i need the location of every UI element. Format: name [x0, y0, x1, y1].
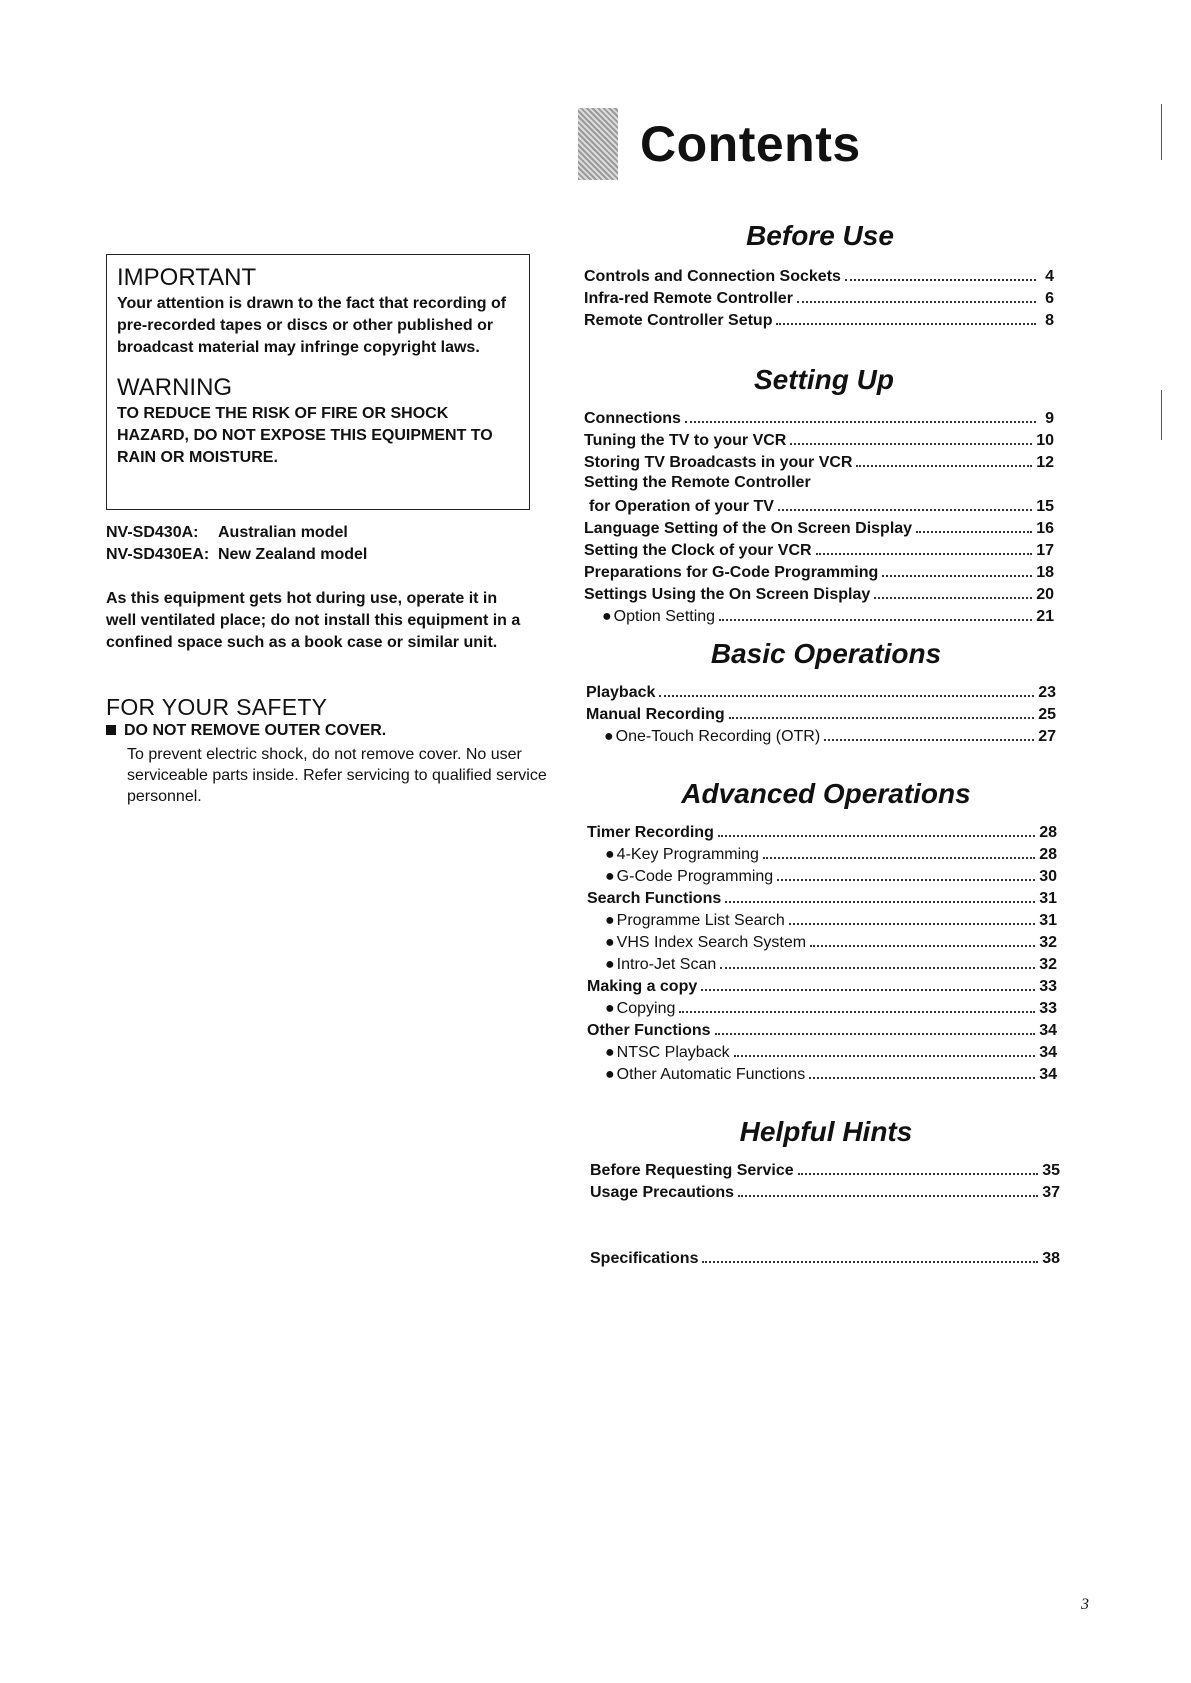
bullet-icon: ●: [604, 728, 614, 745]
toc-label: Other Functions: [587, 1022, 711, 1039]
toc-label: 4-Key Programming: [616, 846, 759, 863]
toc-page: 4: [1045, 268, 1054, 285]
dot-leader: [916, 516, 1032, 533]
toc-page: 17: [1036, 542, 1054, 559]
dot-leader: [810, 930, 1035, 947]
model-code: NV-SD430EA:: [106, 546, 210, 563]
toc-label: Controls and Connection Sockets: [584, 268, 841, 285]
toc-page: 30: [1039, 868, 1057, 885]
toc-label: Remote Controller Setup: [584, 312, 773, 329]
toc-entry[interactable]: [587, 930, 1057, 952]
toc-entry[interactable]: [584, 264, 1054, 286]
toc-entry[interactable]: [587, 996, 1057, 1018]
toc-entry[interactable]: [587, 974, 1057, 996]
toc-label: Setting the Remote Controller: [584, 474, 811, 491]
dot-leader: [725, 886, 1035, 903]
bullet-icon: ●: [605, 868, 615, 885]
toc-list-before-use: [584, 264, 1054, 330]
toc-page: 16: [1036, 520, 1054, 537]
toc-entry[interactable]: [584, 450, 1054, 472]
toc-page: 28: [1039, 846, 1057, 863]
toc-label: Specifications: [590, 1250, 699, 1267]
toc-entry[interactable]: [587, 1040, 1057, 1062]
model-line: [106, 522, 367, 544]
toc-page: 8: [1045, 312, 1054, 329]
warning-text: TO REDUCE THE RISK OF FIRE OR SHOCK HAZARD, DO NOT EXPOSE THIS EQUIPMENT TO RAIN OR MOISTURE.: [117, 405, 493, 466]
toc-entry[interactable]: [587, 842, 1057, 864]
bullet-icon: ●: [605, 846, 615, 863]
toc-label: NTSC Playback: [616, 1044, 730, 1061]
toc-page: 12: [1036, 454, 1054, 471]
dot-leader: [718, 820, 1035, 837]
toc-page: 34: [1039, 1044, 1057, 1061]
toc-label: Storing TV Broadcasts in your VCR: [584, 454, 853, 471]
bullet-icon: ●: [602, 608, 612, 625]
dot-leader: [809, 1062, 1035, 1079]
toc-entry[interactable]: [584, 406, 1054, 428]
toc-entry[interactable]: [584, 538, 1054, 560]
toc-label: Language Setting of the On Screen Display: [584, 520, 913, 537]
dot-leader: [719, 604, 1032, 621]
bullet-icon: ●: [605, 1044, 615, 1061]
toc-page: 9: [1045, 410, 1054, 427]
toc-entry[interactable]: [587, 908, 1057, 930]
toc-entry[interactable]: [586, 680, 1056, 702]
title-marker-graphic: [578, 108, 618, 180]
section-title-helpful-hints: Helpful Hints: [739, 1116, 913, 1147]
toc-label: Intro-Jet Scan: [616, 956, 717, 973]
toc-label: Tuning the TV to your VCR: [584, 432, 787, 449]
toc-entry[interactable]: [590, 1246, 1060, 1268]
dot-leader: [720, 952, 1035, 969]
page-number: 3: [1081, 1596, 1089, 1613]
toc-list-setting-up: [584, 406, 1054, 626]
toc-page: 32: [1039, 934, 1057, 951]
safety-item: [106, 722, 386, 740]
toc-label: Search Functions: [587, 890, 722, 907]
dot-leader: [790, 428, 1032, 445]
toc-page: 38: [1042, 1250, 1060, 1267]
dot-leader: [824, 724, 1034, 741]
dot-leader: [882, 560, 1032, 577]
toc-page: 27: [1038, 728, 1056, 745]
dot-leader: [685, 406, 1036, 423]
dot-leader: [789, 908, 1035, 925]
toc-page: 10: [1036, 432, 1054, 449]
section-title-basic-operations: Basic Operations: [710, 638, 942, 669]
dot-leader: [702, 1246, 1038, 1263]
toc-page: 37: [1042, 1184, 1060, 1201]
dot-leader: [777, 864, 1035, 881]
dot-leader: [856, 450, 1032, 467]
toc-page: 28: [1039, 824, 1057, 841]
toc-page: 31: [1039, 890, 1057, 907]
toc-label: Settings Using the On Screen Display: [584, 586, 871, 603]
dot-leader: [679, 996, 1035, 1013]
dot-leader: [778, 494, 1032, 511]
section-title-advanced-operations: Advanced Operations: [681, 778, 971, 809]
toc-page: 15: [1036, 498, 1054, 515]
model-code: NV-SD430A:: [106, 524, 199, 541]
toc-label: Timer Recording: [587, 824, 714, 841]
dot-leader: [738, 1180, 1038, 1197]
toc-page: 34: [1039, 1066, 1057, 1083]
dot-leader: [874, 582, 1032, 599]
dot-leader: [659, 680, 1034, 697]
safety-detail: To prevent electric shock, do not remove cover. No user serviceable parts inside. Refer servicing to qualified service personnel.: [127, 746, 547, 805]
toc-label: Before Requesting Service: [590, 1162, 794, 1179]
dot-leader: [701, 974, 1035, 991]
model-desc: New Zealand model: [218, 546, 368, 563]
section-title-setting-up: Setting Up: [754, 364, 894, 395]
dot-leader: [734, 1040, 1036, 1057]
toc-entry[interactable]: [587, 1018, 1057, 1040]
page-title-block: [578, 108, 861, 180]
toc-entry[interactable]: [586, 702, 1056, 724]
bullet-icon: ●: [605, 934, 615, 951]
toc-label: Connections: [584, 410, 681, 427]
toc-page: 33: [1039, 1000, 1057, 1017]
bullet-icon: ●: [605, 912, 615, 929]
toc-label: Manual Recording: [586, 706, 725, 723]
bullet-icon: ●: [605, 1000, 615, 1017]
toc-entry[interactable]: [587, 952, 1057, 974]
toc-entry[interactable]: [590, 1158, 1060, 1180]
toc-page: 21: [1036, 608, 1054, 625]
toc-list-specifications: [590, 1246, 1060, 1268]
square-bullet-icon: [106, 725, 116, 735]
model-list: [106, 522, 367, 566]
section-title-before-use: Before Use: [746, 220, 894, 251]
warning-heading: WARNING: [117, 374, 233, 401]
toc-entry[interactable]: [584, 516, 1054, 538]
page-title: Contents: [640, 116, 861, 172]
toc-label: Usage Precautions: [590, 1184, 735, 1201]
important-text: Your attention is drawn to the fact that recording of pre-recorded tapes or discs or other published or broadcast material may infringe copyright laws.: [117, 295, 507, 356]
toc-label: VHS Index Search System: [616, 934, 807, 951]
toc-entry[interactable]: [584, 428, 1054, 450]
model-line: [106, 544, 367, 566]
bullet-icon: ●: [605, 1066, 615, 1083]
toc-entry[interactable]: [584, 604, 1054, 626]
dot-leader: [815, 472, 1036, 487]
toc-entry[interactable]: [584, 286, 1054, 308]
dot-leader: [729, 702, 1035, 719]
dot-leader: [715, 1018, 1036, 1035]
toc-entry[interactable]: [584, 494, 1054, 516]
toc-entry[interactable]: [587, 886, 1057, 908]
margin-rule-top: [1161, 104, 1162, 160]
dot-leader: [845, 264, 1036, 281]
toc-page: 31: [1039, 912, 1057, 929]
toc-label: Playback: [586, 684, 656, 701]
toc-entry[interactable]: [584, 308, 1054, 330]
toc-page: 32: [1039, 956, 1057, 973]
toc-entry[interactable]: [586, 724, 1056, 746]
toc-entry[interactable]: [584, 472, 1054, 494]
safety-item-text: DO NOT REMOVE OUTER COVER.: [124, 722, 387, 739]
notice-box: [106, 254, 530, 510]
toc-list-helpful-hints: [590, 1158, 1060, 1202]
toc-label: Programme List Search: [616, 912, 785, 929]
toc-page: 34: [1039, 1022, 1057, 1039]
toc-entry[interactable]: [584, 560, 1054, 582]
toc-entry[interactable]: [584, 582, 1054, 604]
ventilation-note: As this equipment gets hot during use, operate it in well ventilated place; do not install this equipment in a confined space such as a book case or similar unit.: [106, 590, 521, 651]
toc-label: Setting the Clock of your VCR: [584, 542, 812, 559]
toc-entry[interactable]: [587, 1062, 1057, 1084]
toc-label: G-Code Programming: [616, 868, 774, 885]
toc-page: 20: [1036, 586, 1054, 603]
toc-label: Copying: [616, 1000, 676, 1017]
toc-page: 25: [1038, 706, 1056, 723]
toc-label: Preparations for G-Code Programming: [584, 564, 879, 581]
safety-heading: FOR YOUR SAFETY: [106, 694, 328, 720]
dot-leader: [797, 286, 1036, 303]
toc-label: Infra-red Remote Controller: [584, 290, 793, 307]
toc-page: 6: [1045, 290, 1054, 307]
dot-leader: [798, 1158, 1039, 1175]
toc-entry[interactable]: [587, 820, 1057, 842]
toc-page: 35: [1042, 1162, 1060, 1179]
bullet-icon: ●: [605, 956, 615, 973]
toc-label: Other Automatic Functions: [616, 1066, 806, 1083]
toc-entry[interactable]: [590, 1180, 1060, 1202]
toc-label: for Operation of your TV: [589, 498, 774, 515]
toc-page: 18: [1036, 564, 1054, 581]
model-desc: Australian model: [218, 524, 348, 541]
dot-leader: [816, 538, 1033, 555]
dot-leader: [776, 308, 1036, 325]
toc-page: 23: [1038, 684, 1056, 701]
toc-list-basic-operations: [586, 680, 1056, 746]
toc-list-advanced-operations: [587, 820, 1057, 1084]
toc-page: 33: [1039, 978, 1057, 995]
margin-rule-mid: [1161, 390, 1162, 440]
dot-leader: [763, 842, 1035, 859]
toc-label: Option Setting: [613, 608, 716, 625]
toc-label: Making a copy: [587, 978, 698, 995]
toc-label: One-Touch Recording (OTR): [615, 728, 821, 745]
important-heading: IMPORTANT: [117, 264, 257, 291]
toc-entry[interactable]: [587, 864, 1057, 886]
